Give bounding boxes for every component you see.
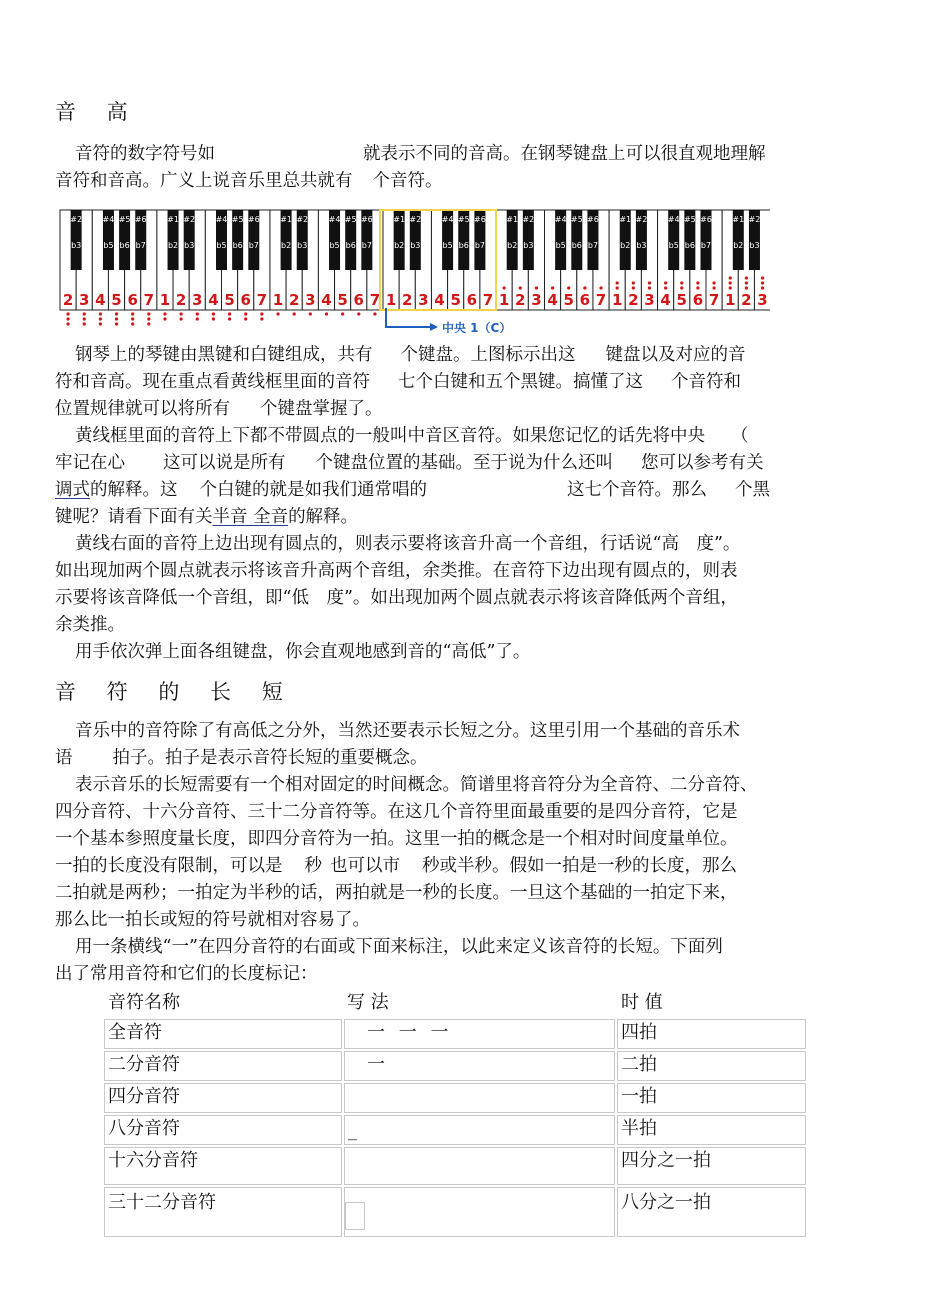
white-key-number: 6 [353,291,364,309]
octave-dot [244,312,247,315]
octave-dot [616,281,619,284]
black-key-flat-label: b6 [571,241,582,250]
black-key-flat-label: b5 [442,241,453,250]
black-key-sharp-label: #1 [280,215,292,224]
octave-dot [244,317,247,320]
text-span: 个键盘掌握了。 [260,399,383,419]
white-key-number: 2 [741,291,752,309]
octave-dot [503,286,506,289]
octave-dot [519,286,522,289]
octave-dot [761,286,764,289]
paragraph-line: 用一条横线“一”在四分音符的右面或下面来标注，以此来定义该音符的长短。下面列 [75,937,723,957]
text-span: 的解释。 [288,507,359,527]
octave-dot [599,286,602,289]
octave-dot [147,317,150,320]
white-key-number: 4 [208,291,219,309]
black-key-flat-label: b7 [700,241,712,250]
white-key-number: 2 [515,291,526,309]
octave-dot [66,317,69,320]
black-key-sharp-label: #5 [457,215,470,224]
white-key-number: 1 [725,291,736,309]
paragraph-line: 音乐中的音符除了有高低之分外，当然还要表示长短之分。这里引用一个基础的音乐术 [75,721,740,741]
paragraph-line: 示要将该音降低一个音组，即“低 度”。如出现加两个圆点就表示将该音降低两个音组， [55,588,738,608]
octave-dot [196,312,199,315]
black-key-sharp-label: #6 [134,215,147,224]
white-key-number: 5 [450,291,461,309]
text-span: 语 [55,748,73,768]
white-key-number: 4 [547,291,558,309]
table-cell-name: 全音符 [104,1019,342,1049]
paragraph-line [55,141,885,168]
text-span: 的解释。这 [90,480,178,500]
paragraph-line: 二拍就是两秒；一拍定为半秒的话，两拍就是一秒的长度。一旦这个基础的一拍定下来， [55,883,738,903]
text-span: 键盘以及对应的音 [605,345,746,365]
octave-dot [115,322,118,325]
black-key-flat-label: b5 [329,241,340,250]
black-key-flat-label: b3 [71,241,82,250]
octave-dot [696,281,699,284]
black-key-sharp-label: #4 [215,215,228,224]
black-key-sharp-label: #1 [506,215,519,224]
black-key-flat-label: b6 [345,241,356,250]
black-key-sharp-label: #5 [231,215,244,224]
white-key-number: 4 [95,291,106,309]
octave-dot [373,312,376,315]
octave-dot [260,317,263,320]
black-key-flat-label: b7 [248,241,259,250]
octave-dot [664,281,667,284]
black-key-sharp-label: #5 [344,215,357,224]
white-key-number: 3 [305,291,316,309]
white-key-number: 5 [676,291,687,309]
black-key-flat-label: b7 [135,241,146,250]
octave-dot [729,286,732,289]
black-key-flat-label: b7 [587,241,599,250]
black-key-flat-label: b5 [103,241,114,250]
white-key-number: 5 [337,291,348,309]
black-key-sharp-label: #2 [296,215,309,224]
black-key-sharp-label: #1 [732,215,745,224]
text-span: 一拍的长度没有限制，可以是 [55,856,283,876]
black-key-flat-label: b3 [297,241,308,250]
black-key-flat-label: b3 [184,241,195,250]
white-key-number: 5 [111,291,122,309]
octave-dot [115,317,118,320]
black-key-flat-label: b7 [361,241,372,250]
paragraph-line [55,504,865,531]
paragraph-line: 表示音乐的长短需要有一个相对固定的时间概念。简谱里将音符分为全音符、二分音符、 [75,775,758,795]
octave-dot [66,312,69,315]
paragraph-line [55,477,865,504]
paragraph-line: 余类推。 [55,615,125,635]
white-key-number: 3 [192,291,203,309]
black-key-flat-label: b2 [507,241,518,250]
white-key-number: 2 [288,291,300,309]
text-span: 牢记在心 [55,453,125,473]
octave-dot [632,286,635,289]
black-key-flat-label: b5 [216,241,227,250]
black-key-sharp-label: #2 [409,215,422,224]
table-cell-name: 八分音符 [104,1115,342,1145]
black-key-sharp-label: #6 [700,215,712,224]
section-heading-pitch: 音 高 [55,100,140,124]
octave-dot [729,281,732,284]
piano-keyboard-diagram [58,208,770,333]
octave-dot [309,312,312,315]
black-key-flat-label: b2 [167,241,179,250]
paragraph-line [55,168,865,195]
table-cell-value: 四分之一拍 [617,1147,806,1185]
black-key-flat-label: b2 [281,241,292,250]
white-key-number: 5 [563,291,574,309]
text-span: 七个白键和五个黑键。搞懂了这 [398,372,643,392]
paragraph-line [55,342,885,369]
white-key-number: 7 [482,291,494,309]
octave-dot [99,312,102,315]
middle-c-label: 中央 1（C） [442,321,512,333]
paragraph-line [55,853,865,880]
octave-dot [131,322,134,325]
white-key-number: 2 [175,291,187,309]
octave-dot [696,286,699,289]
octave-dot [180,317,183,320]
black-key-flat-label: b2 [394,241,405,250]
semitone-wholetone-link[interactable]: 半音 全音 [212,507,289,527]
octave-dot [163,317,166,320]
paragraph-line: 一个基本参照度量长度，即四分音符为一拍。这里一拍的概念是一个相对时间度量单位。 [55,829,738,849]
white-key-number: 5 [224,291,235,309]
black-key-flat-label: b2 [733,241,744,250]
white-key-number: 4 [321,291,332,309]
octave-dot [228,312,231,315]
black-key-sharp-label: #4 [102,215,115,224]
octave-dot [83,317,86,320]
octave-dot [180,312,183,315]
text-span: 符和音高。现在重点看黄线框里面的音符 [55,372,370,392]
text-span: 音符和音高。广义上说音乐里总共就有 [55,171,353,191]
black-key-sharp-label: #6 [587,215,599,224]
white-key-number: 3 [418,291,429,309]
paragraph-line [55,396,865,423]
white-key-number: 3 [757,291,768,309]
octave-dot [761,281,764,284]
table-header-notation: 写 法 [347,992,389,1013]
white-key-number: 3 [531,291,542,309]
black-key-sharp-label: #2 [635,215,648,224]
black-key-sharp-label: #5 [118,215,131,224]
octave-dot [147,312,150,315]
white-key-number: 7 [256,291,268,309]
octave-dot [745,286,748,289]
octave-dot [163,312,166,315]
octave-dot [357,312,360,315]
octave-dot [212,317,215,320]
text-span: 个键盘。上图标示出这 [400,345,576,365]
octave-dot [131,317,134,320]
octave-dot [648,281,651,284]
text-span: 钢琴上的琴键由黑键和白键组成，共有 [75,345,373,365]
white-key-number: 1 [272,291,284,309]
octave-dot [276,312,279,315]
white-key-number: 6 [692,291,704,309]
text-span: 拍子。拍子是表示音符长短的重要概念。 [112,748,428,768]
table-cell-name: 三十二分音符 [104,1187,342,1237]
white-key-number: 6 [466,291,478,309]
white-key-number: 6 [579,291,591,309]
text-span: 个白键的就是如我们通常唱的 [199,480,427,500]
octave-dot [196,317,199,320]
octave-dot [115,312,118,315]
octave-dot [228,317,231,320]
paragraph-line: 四分音符、十六分音符、三十二分音符等。在这几个音符里面最重要的是四分音符，它是 [55,802,738,822]
black-key-sharp-label: #2 [522,215,535,224]
octave-dot [664,286,667,289]
paragraph-line: 出了常用音符和它们的长度标记： [55,964,318,984]
table-cell-notation: 一 一 一 [344,1019,615,1049]
octave-dot [212,312,215,315]
table-cell-value: 二拍 [617,1051,806,1081]
white-key-number: 2 [628,291,639,309]
black-key-sharp-label: #4 [328,215,341,224]
octave-dot [341,312,344,315]
white-key-number: 7 [595,291,607,309]
table-cell-notation: 一 [344,1051,615,1081]
table-header-name: 音符名称 [108,992,180,1013]
octave-dot [745,276,748,279]
text-span: 位置规律就可以将所有 [55,399,230,419]
nested-notation-box [345,1202,365,1230]
text-span: 这可以说是所有 [163,453,286,473]
white-key-number: 1 [498,291,510,309]
black-key-flat-label: b7 [474,241,485,250]
octave-dot [712,281,715,284]
text-span: 秒或半秒。假如一拍是一秒的长度，那么 [422,856,737,876]
mode-link[interactable]: 调式 [55,480,90,500]
octave-dot [632,281,635,284]
white-key-number: 1 [159,291,171,309]
black-key-flat-label: b6 [684,241,695,250]
section-heading-duration: 音 符 的 长 短 [55,680,295,704]
table-cell-value: 半拍 [617,1115,806,1145]
white-key-number: 3 [644,291,655,309]
black-key-sharp-label: #1 [393,215,406,224]
octave-dot [551,286,554,289]
white-key-number: 4 [434,291,445,309]
white-key-number: 7 [143,291,155,309]
white-key-number: 4 [660,291,671,309]
paragraph-line [55,423,885,450]
black-key-flat-label: b5 [555,241,566,250]
black-key-sharp-label: #5 [683,215,696,224]
table-cell-name: 十六分音符 [104,1147,342,1185]
black-key-sharp-label: #4 [667,215,680,224]
text-span: 您可以参考有关 [641,453,764,473]
black-key-sharp-label: #4 [441,215,454,224]
octave-dot [535,286,538,289]
black-key-flat-label: b6 [119,241,130,250]
black-key-sharp-label: #1 [167,215,179,224]
table-cell-value: 四拍 [617,1019,806,1049]
text-span: 键呢？请看下面有关 [55,507,213,527]
black-key-flat-label: b6 [232,241,243,250]
white-key-number: 2 [62,291,74,309]
octave-dot [293,312,296,315]
octave-dot [83,312,86,315]
paragraph-line [55,450,865,477]
text-span: （ [731,426,749,446]
middle-c-arrow [386,308,511,333]
octave-dot [616,286,619,289]
text-span: 也可以市 [330,856,400,876]
octave-dot [712,286,715,289]
table-cell-value: 八分之一拍 [617,1187,806,1237]
black-key-flat-label: b2 [620,241,631,250]
white-key-number: 1 [611,291,623,309]
octave-dot [583,286,586,289]
octave-dot [83,322,86,325]
text-span: 秒 [304,856,322,876]
black-key-sharp-label: #1 [619,215,632,224]
octave-dot [567,286,570,289]
table-cell-notation [344,1187,615,1237]
black-key-sharp-label: #5 [570,215,583,224]
black-key-flat-label: b3 [523,241,534,250]
text-span: 个键盘位置的基础。至于说为什么还叫 [315,453,613,473]
white-key-number: 1 [385,291,397,309]
paragraph-line [55,745,865,772]
white-key-number: 7 [708,291,720,309]
white-key-number: 3 [79,291,90,309]
paragraph-line [55,369,865,396]
black-key-flat-label: b6 [458,241,469,250]
table-cell-name: 二分音符 [104,1051,342,1081]
octave-dot [761,276,764,279]
black-key-sharp-label: #6 [247,215,260,224]
black-key-flat-label: b5 [668,241,679,250]
text-span: 黄线框里面的音符上下都不带圆点的一般叫中音区音符。如果您记忆的话先将中央 [75,426,705,446]
black-key-sharp-label: #4 [554,215,567,224]
octave-dot [147,322,150,325]
text-span: 个黑 [735,480,770,500]
black-key-flat-label: b3 [636,241,647,250]
text-span: 个音符。 [372,171,443,191]
text-span: 音符的数字符号如 [75,144,215,164]
octave-dot [680,286,683,289]
table-cell-notation: _ [344,1115,615,1145]
paragraph-line: 黄线右面的音符上边出现有圆点的，则表示要将该音升高一个音组，行话说“高 度”。 [75,534,741,554]
octave-dot [66,322,69,325]
black-key-sharp-label: #6 [474,215,486,224]
octave-dot [99,322,102,325]
table-cell-notation [344,1147,615,1185]
black-key-sharp-label: #2 [183,215,196,224]
paragraph-line: 如出现加两个圆点就表示将该音升高两个音组，余类推。在音符下边出现有圆点的，则表 [55,561,738,581]
octave-dot [729,276,732,279]
octave-dot [745,281,748,284]
paragraph-line: 那么比一拍长或短的符号就相对容易了。 [55,910,370,930]
white-key-number: 2 [402,291,413,309]
table-cell-name: 四分音符 [104,1083,342,1113]
white-key-number: 6 [127,291,138,309]
paragraph-line: 用手依次弹上面各组键盘，你会直观地感到音的“高低”了。 [75,642,531,662]
octave-dot [260,312,263,315]
text-span: 个音符和 [671,372,741,392]
text-span: 这七个音符。那么 [567,480,707,500]
white-key-number: 7 [369,291,381,309]
octave-dot [131,312,134,315]
black-key-flat-label: b3 [749,241,760,250]
table-cell-notation [344,1083,615,1113]
octave-dot [648,286,651,289]
octave-dot [680,281,683,284]
white-key-number: 6 [240,291,251,309]
octave-dot [99,317,102,320]
black-key-sharp-label: #6 [360,215,373,224]
black-key-sharp-label: #2 [748,215,761,224]
table-cell-value: 一拍 [617,1083,806,1113]
octave-dot [325,312,328,315]
text-span: 就表示不同的音高。在钢琴键盘上可以很直观地理解 [363,144,766,164]
table-header-value: 时 值 [621,992,663,1013]
black-key-sharp-label: #2 [70,215,83,224]
black-key-flat-label: b3 [410,241,421,250]
